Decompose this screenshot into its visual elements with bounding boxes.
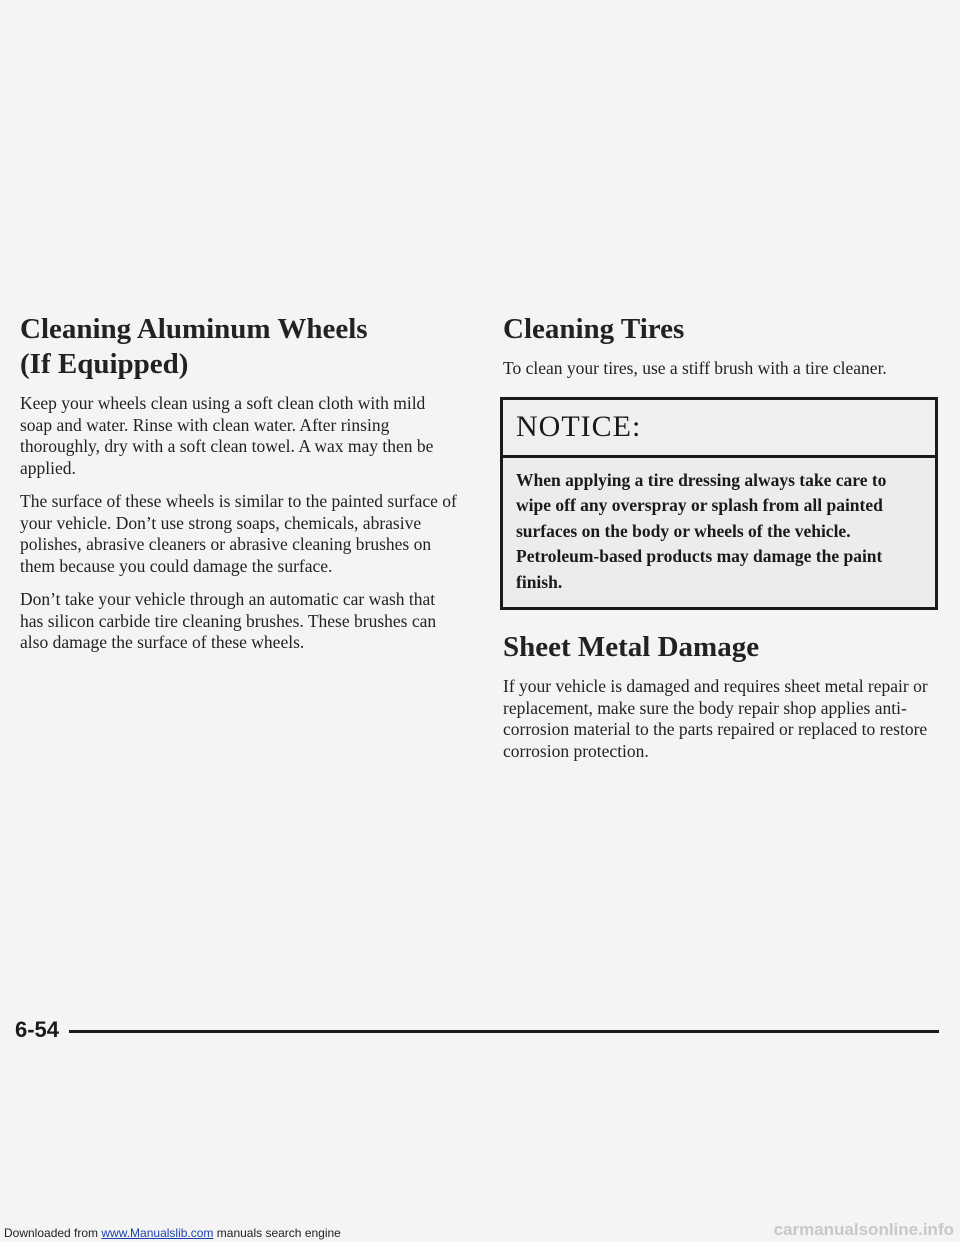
manualslib-link[interactable]: www.Manualslib.com [101,1226,214,1240]
sheet-metal-text: If your vehicle is damaged and requires sheet metal repair or replacement, make sure the body repair shop applies anti-corrosion material to the parts repaired or replaced to restore corrosion protection. [503,676,928,761]
notice-text: When applying a tire dressing always take care to wipe off any overspray or splash from all painted surfaces on the body or wheels of the vehicle. Petroleum-based products may damage the paint finish. [516,469,887,592]
notice-label: NOTICE: [516,410,642,443]
watermark-suffix: manuals search engine [213,1226,341,1240]
cleaning-tires-text: To clean your tires, use a stiff brush with a tire cleaner. [503,358,887,378]
notice-box [500,397,938,611]
download-watermark [4,1226,341,1240]
right-column [503,312,933,774]
aluminum-wheels-title [20,312,460,382]
wheels-paragraph-3: Don’t take your vehicle through an automatic car wash that has silicon carbide tire cleaning brushes. These brushes can also damage the surface of these wheels. [20,589,437,652]
notice-header [503,400,935,458]
left-column [20,312,460,666]
aluminum-wheels-title-line1: Cleaning Aluminum Wheels [20,313,368,345]
wheels-paragraph-2: The surface of these wheels is similar to the painted surface of your vehicle. Don’t use strong soaps, chemicals, abrasive polishes, abrasive cleaners or abrasive cleaning brushes on them because you could damage the surface. [20,491,457,576]
footer-rule [69,1030,939,1033]
watermark-prefix: Downloaded from [4,1226,102,1240]
site-watermark: carmanualsonline.info [773,1220,954,1239]
sheet-metal-title: Sheet Metal Damage [503,631,760,663]
aluminum-wheels-title-line2: (If Equipped) [20,348,189,380]
cleaning-tires-title: Cleaning Tires [503,313,685,345]
page-number: 6-54 [15,1017,60,1042]
wheels-paragraph-1: Keep your wheels clean using a soft clean cloth with mild soap and water. Rinse with clean water. After rinsing thoroughly, dry with a soft clean towel. A wax may then be applied. [20,393,434,478]
